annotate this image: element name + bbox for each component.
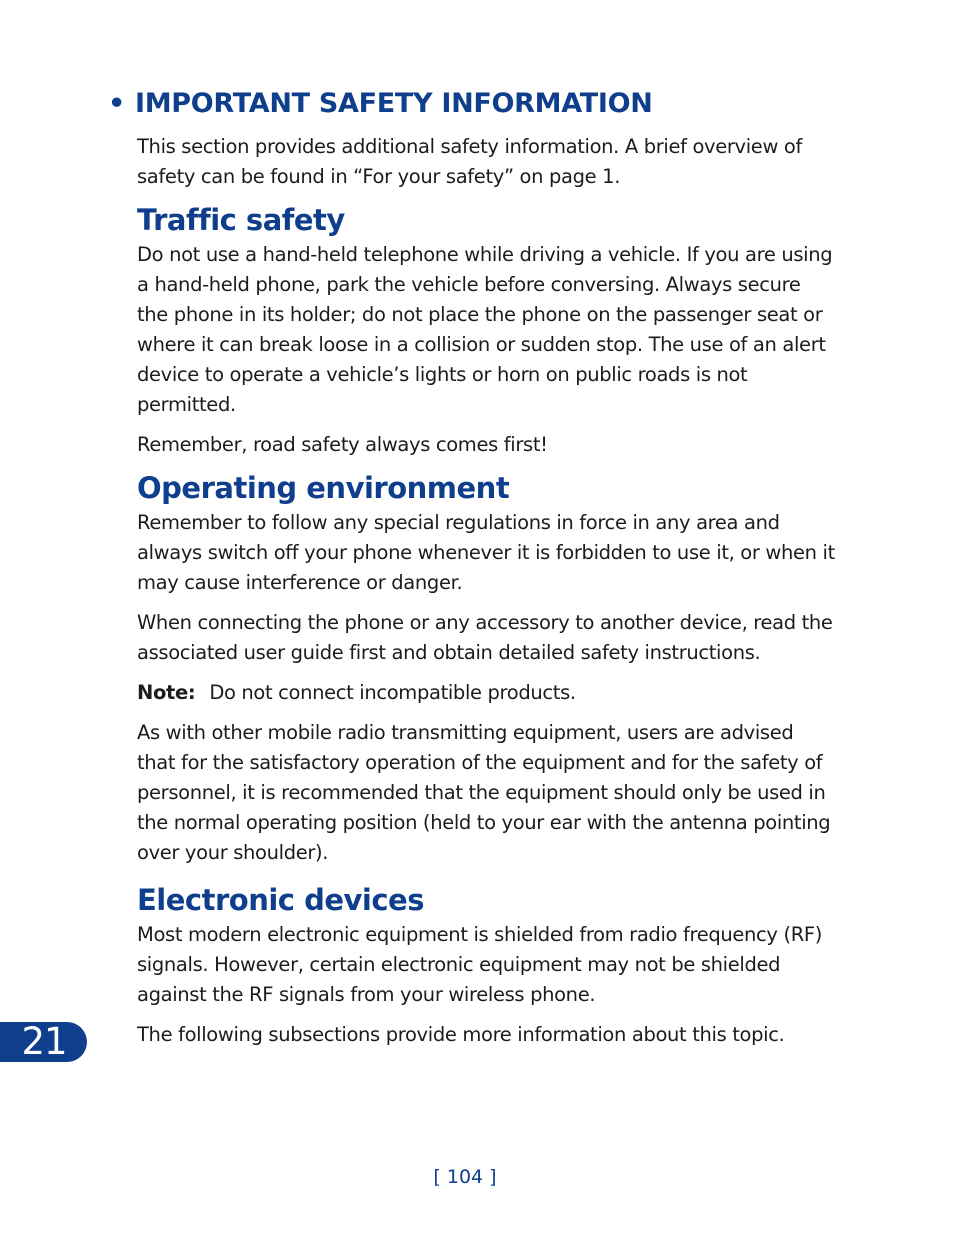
note-paragraph	[137, 678, 837, 708]
heading-operating-environment: Operating environment	[137, 471, 510, 505]
main-content	[137, 132, 837, 1060]
page-number: [ 104 ]	[433, 1166, 497, 1188]
chapter-number: 21	[21, 1020, 67, 1063]
traffic-paragraph-1: Do not use a hand-held telephone while driving a vehicle. If you are using a hand-held phone, park the vehicle before conversing. Always secure the phone in its holder; do not place the phone on the passenger seat or where it can break loose in a collision or sudden stop. The use of an alert device to operate a vehicle’s lights or horn on public roads is not permitted.	[137, 243, 833, 416]
operating-paragraph-2: When connecting the phone or any accessory to another device, read the associated user guide first and obtain detailed safety instructions.	[137, 611, 833, 664]
note-label: Note:	[137, 681, 196, 704]
intro-paragraph: This section provides additional safety information. A brief overview of safety can be found in “For your safety” on page 1.	[137, 135, 802, 188]
operating-paragraph-3: As with other mobile radio transmitting equipment, users are advised that for the satisfactory operation of the equipment and for the safety of personnel, it is recommended that the equipment should only be used in the normal operating position (held to your ear with the antenna pointing over your shoulder).	[137, 721, 831, 864]
title-text: IMPORTANT SAFETY INFORMATION	[134, 88, 653, 119]
heading-traffic-safety: Traffic safety	[137, 203, 345, 237]
page-title	[108, 88, 653, 119]
note-text: Do not connect incompatible products.	[209, 681, 576, 704]
operating-paragraph-1: Remember to follow any special regulations in force in any area and always switch off your phone whenever it is forbidden to use it, or when it may cause interference or danger.	[137, 511, 835, 594]
electronic-paragraph-1: Most modern electronic equipment is shielded from radio frequency (RF) signals. However, certain electronic equipment may not be shielded against the RF signals from your wireless phone.	[137, 923, 823, 1006]
electronic-paragraph-2: The following subsections provide more information about this topic.	[137, 1023, 785, 1046]
heading-electronic-devices: Electronic devices	[137, 883, 424, 917]
traffic-paragraph-2: Remember, road safety always comes first!	[137, 433, 548, 456]
title-bullet: •	[108, 88, 125, 119]
